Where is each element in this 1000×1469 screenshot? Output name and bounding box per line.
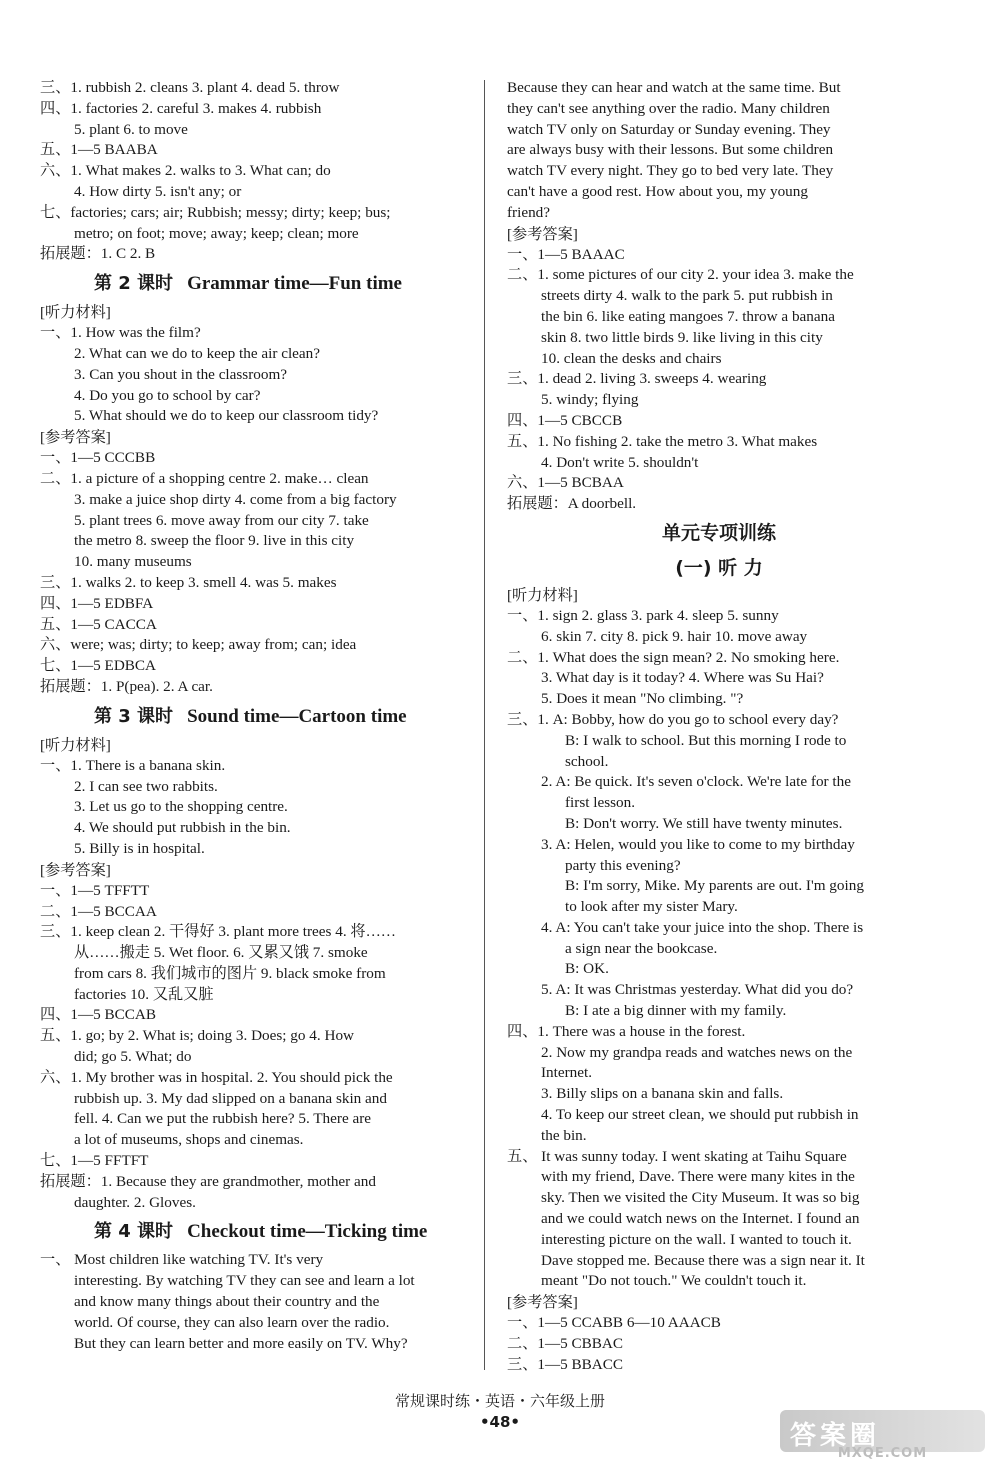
answer-line: 2. A: Be quick. It's seven o'clock. We're late for the [541, 773, 851, 791]
answer-line: 4. We should put rubbish in the bin. [74, 819, 291, 837]
answer-line: 四、1. factories 2. careful 3. makes 4. rubbish [40, 99, 322, 117]
left-column [40, 78, 468, 1354]
section-tag: [听力材料] [40, 736, 111, 754]
watermark-logo [780, 1410, 985, 1462]
right-column [507, 78, 931, 1376]
answer-line: can't have a good rest. How about you, my young [507, 182, 808, 200]
answer-line: But they can learn better and more easily on TV. Why? [74, 1334, 408, 1352]
answer-line: world. Of course, they can also learn over the radio. [74, 1313, 390, 1331]
answer-line: 4. How dirty 5. isn't any; or [74, 182, 242, 200]
answer-line: 一、 Most children like watching TV. It's very [40, 1251, 324, 1269]
answer-line: daughter. 2. Gloves. [74, 1193, 196, 1211]
answer-line: 3. Let us go to the shopping centre. [74, 798, 288, 816]
answer-line: 七、1—5 FFTFT [40, 1152, 149, 1170]
answer-line: 5. A: It was Christmas yesterday. What did you do? [541, 981, 854, 999]
answer-line: skin 8. two little birds 9. like living in this city [541, 328, 823, 346]
answer-line: school. [565, 752, 609, 770]
answer-line: 4. Don't write 5. shouldn't [541, 453, 699, 471]
answer-line: 五、1—5 CACCA [40, 615, 157, 633]
answer-line: 从……搬走 5. Wet floor. 6. 又累又饿 7. smoke [74, 944, 368, 962]
answer-line: 四、1—5 EDBFA [40, 594, 154, 612]
lesson-heading [40, 698, 468, 735]
answer-line: and know many things about their country and the [74, 1293, 380, 1311]
lesson-number: 第 2 课时 [94, 273, 174, 295]
footer-book-title: 常规课时练・英语・六年级上册 [394, 1392, 605, 1410]
answer-line: 一、1. How was the film? [40, 324, 201, 342]
watermark-text: 答案圈 [790, 1421, 881, 1451]
answer-line: 二、1. What does the sign mean? 2. No smoking here. [507, 648, 840, 666]
lesson-heading [40, 265, 468, 302]
answer-line: 六、1. My brother was in hospital. 2. You should pick the [40, 1068, 393, 1086]
answer-line: 二、1. a picture of a shopping centre 2. make… clean [40, 469, 369, 487]
lesson-title: Grammar time—Fun time [187, 273, 402, 295]
answer-line: party this evening? [565, 856, 681, 874]
answer-line: 六、1. What makes 2. walks to 3. What can; do [40, 162, 331, 180]
section-tag: [听力材料] [507, 586, 578, 604]
answer-line: 5. Does it mean "No climbing. "? [541, 690, 744, 708]
answer-line: B: I'm sorry, Mike. My parents are out. I'm going [565, 877, 864, 895]
answer-line: rubbish up. 3. My dad slipped on a banana skin and [74, 1089, 387, 1107]
answer-line: 一、1. There is a banana skin. [40, 756, 226, 774]
answer-line: 3. Can you shout in the classroom? [74, 365, 288, 383]
answer-line: 10. clean the desks and chairs [541, 349, 722, 367]
answer-line: 一、1. sign 2. glass 3. park 4. sleep 5. sunny [507, 606, 779, 624]
answer-line: 一、1—5 CCCBB [40, 449, 156, 467]
section-tag: [参考答案] [40, 429, 111, 447]
answer-line: to look after my sister Mary. [565, 898, 738, 916]
answer-line: 2. What can we do to keep the air clean? [74, 344, 320, 362]
answer-line: watch TV only on Saturday or Sunday evening. They [507, 120, 831, 138]
answer-line: interesting picture on the wall. I wanted to touch it. [541, 1230, 852, 1248]
answer-line: Internet. [541, 1064, 593, 1082]
watermark-url: MXQE.COM [837, 1446, 928, 1461]
unit-training-title: 单元专项训练 [661, 521, 776, 544]
lesson-title: Checkout time—Ticking time [187, 1221, 428, 1243]
lesson-heading [40, 1213, 468, 1250]
answer-line: 5. What should we do to keep our classroom tidy? [74, 407, 379, 425]
answer-line: B: OK. [565, 960, 609, 978]
answer-line: from cars 8. 我们城市的图片 9. black smoke from [74, 964, 386, 982]
lesson-number: 第 4 课时 [94, 1221, 174, 1243]
answer-line: B: I ate a big dinner with my family. [565, 1002, 787, 1020]
answer-line: 四、1—5 BCCAB [40, 1006, 157, 1024]
answer-line: 四、1—5 CBCCB [507, 411, 623, 429]
answer-line: and we could watch news on the Internet. I found an [541, 1210, 860, 1228]
answer-line: a lot of museums, shops and cinemas. [74, 1131, 304, 1149]
lesson-number: 第 3 课时 [94, 705, 174, 727]
answer-line: 三、1. rubbish 2. cleans 3. plant 4. dead 5. throw [40, 79, 340, 96]
answer-line: friend? [507, 203, 551, 221]
answer-line: sky. Then we visited the City Museum. It was so big [541, 1189, 860, 1207]
column-divider [484, 80, 485, 1370]
answer-line: they can't see anything over the radio. Many children [507, 99, 830, 117]
answer-line: 4. To keep our street clean, we should put rubbish in [541, 1106, 859, 1124]
answer-line: 六、were; was; dirty; to keep; away from; can; idea [40, 636, 357, 654]
answer-line: the metro 8. sweep the floor 9. live in this city [74, 532, 355, 550]
answer-line: 2. Now my grandpa reads and watches news on the [541, 1043, 853, 1061]
answer-line: streets dirty 4. walk to the park 5. put rubbish in [541, 287, 833, 305]
answer-line: the bin. [541, 1126, 587, 1144]
answer-line: watch TV every night. They go to bed very late. They [507, 162, 834, 180]
answer-line: 三、1. A: Bobby, how do you go to school every day? [507, 710, 839, 728]
answer-line: first lesson. [565, 794, 636, 812]
answer-line: B: I walk to school. But this morning I rode to [565, 731, 847, 749]
answer-line: 三、1. keep clean 2. 干得好 3. plant more trees 4. 将…… [40, 923, 396, 941]
answer-line: Dave stopped me. Because there was a sign near it. It [541, 1251, 865, 1269]
answer-line: fell. 4. Can we put the rubbish here? 5. There are [74, 1110, 372, 1128]
answer-line: 4. A: You can't take your juice into the shop. There is [541, 918, 864, 936]
answer-line: 6. skin 7. city 8. pick 9. hair 10. move away [541, 627, 808, 645]
answer-line: 拓展题：1. Because they are grandmother, mother and [40, 1172, 376, 1190]
section-tag: [参考答案] [507, 225, 578, 243]
answer-line: 10. many museums [74, 553, 192, 571]
answer-line: with my friend, Dave. There were many kites in the [541, 1168, 855, 1186]
answer-line: 一、1—5 CCABB 6—10 AAACB [507, 1314, 721, 1332]
answer-line: 一、1—5 TFFTT [40, 881, 150, 899]
lesson-title: Sound time—Cartoon time [187, 705, 407, 727]
answer-line: the bin 6. like eating mangoes 7. throw a banana [541, 307, 835, 325]
answer-line: 4. Do you go to school by car? [74, 386, 261, 404]
answer-line: 3. What day is it today? 4. Where was Su Hai? [541, 669, 824, 687]
answer-line: 拓展题：1. C 2. B [40, 245, 156, 263]
answer-line: 5. plant trees 6. move away from our city 7. take [74, 511, 369, 529]
answer-line: Because they can hear and watch at the same time. But [507, 79, 841, 96]
answer-line: did; go 5. What; do [74, 1048, 192, 1066]
answer-line: 3. A: Helen, would you like to come to my birthday [541, 835, 855, 853]
answer-line: 五、1. go; by 2. What is; doing 3. Does; go 4. How [40, 1027, 355, 1045]
answer-line: 5. windy; flying [541, 391, 639, 409]
answer-line: 六、1—5 BCBAA [507, 474, 624, 492]
answer-line: 四、1. There was a house in the forest. [507, 1022, 746, 1040]
answer-line: B: Don't worry. We still have twenty minutes. [565, 814, 843, 832]
answer-line: metro; on foot; move; away; keep; clean; more [74, 224, 359, 242]
answer-line: 三、1—5 BBACC [507, 1355, 624, 1373]
page-number: •48• [479, 1413, 521, 1431]
answer-line: 五、1. No fishing 2. take the metro 3. What makes [507, 432, 818, 450]
answer-line: 3. Billy slips on a banana skin and falls. [541, 1085, 784, 1103]
answer-line: 五、1—5 BAABA [40, 141, 158, 159]
answer-line: 5. plant 6. to move [74, 120, 188, 138]
answer-line: 一、1—5 BAAAC [507, 245, 625, 263]
answer-line: factories 10. 又乱又脏 [74, 985, 214, 1003]
section-tag: [参考答案] [40, 861, 111, 879]
answer-line: meant "Do not touch." We couldn't touch it. [541, 1272, 807, 1290]
answer-line: interesting. By watching TV they can see and learn a lot [74, 1272, 415, 1290]
answer-line: are always busy with their lessons. But some children [507, 141, 834, 159]
answer-line: 拓展题：A doorbell. [507, 495, 637, 513]
answer-line: 二、1. some pictures of our city 2. your idea 3. make the [507, 266, 854, 284]
answer-line: 七、factories; cars; air; Rubbish; messy; dirty; keep; bus; [40, 203, 391, 221]
answer-line: 三、1. dead 2. living 3. sweeps 4. wearing [507, 370, 767, 388]
section-title: (一) 听 力 [675, 556, 763, 579]
answer-line: 5. Billy is in hospital. [74, 839, 205, 857]
section-tag: [参考答案] [507, 1294, 578, 1312]
answer-line: 拓展题：1. P(pea). 2. A car. [40, 677, 213, 695]
answer-line: 2. I can see two rabbits. [74, 777, 218, 795]
answer-line: a sign near the bookcase. [565, 939, 718, 957]
answer-line: 二、1—5 BCCAA [40, 902, 157, 920]
answer-line: 二、1—5 CBBAC [507, 1335, 624, 1353]
answer-line: 三、1. walks 2. to keep 3. smell 4. was 5. makes [40, 573, 337, 591]
answer-line: 七、1—5 EDBCA [40, 657, 157, 675]
answer-line: 3. make a juice shop dirty 4. come from a big factory [74, 490, 397, 508]
answer-line: 五、 It was sunny today. I went skating at Taihu Square [507, 1147, 847, 1165]
section-tag: [听力材料] [40, 304, 111, 322]
